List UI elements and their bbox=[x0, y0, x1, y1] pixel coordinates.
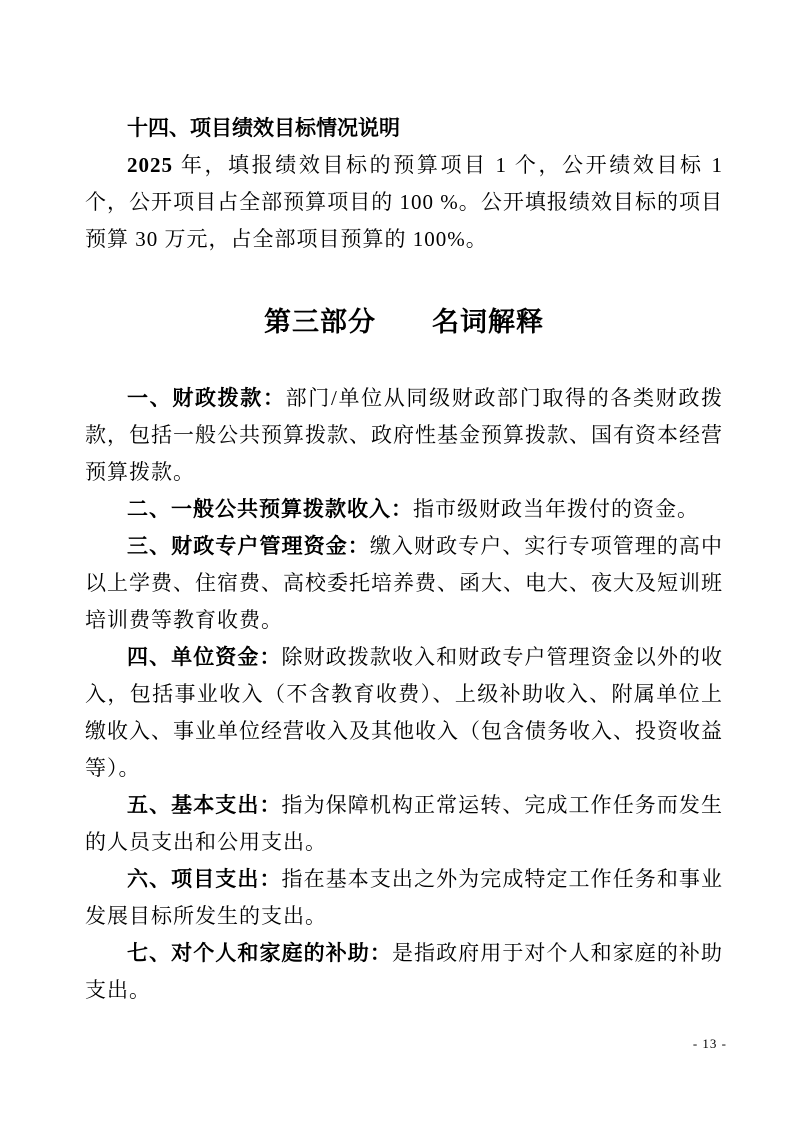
term-definition-6: 指在基本支出之外为完成特定工作任务和事业发展目标所发生的支出。 bbox=[85, 867, 724, 928]
part-3-heading: 第三部分 名词解释 bbox=[264, 307, 544, 338]
term-definition-3: 缴入财政专户、实行专项管理的高中以上学费、住宿费、高校委托培养费、函大、电大、夜大及短训班培训费等教育收费。 bbox=[85, 534, 724, 632]
term-paragraph-6 bbox=[85, 861, 723, 935]
term-paragraph-5 bbox=[85, 787, 723, 861]
term-definition-1: 部门/单位从同级财政部门取得的各类财政拨款，包括一般公共预算拨款、政府性基金预算拨款、国有资本经营预算拨款。 bbox=[85, 386, 723, 484]
term-label-2: 二、一般公共预算拨款收入： bbox=[127, 497, 413, 521]
term-paragraph-2 bbox=[85, 491, 723, 528]
section-14-paragraph bbox=[85, 147, 723, 258]
term-label-7: 七、对个人和家庭的补助： bbox=[127, 941, 392, 965]
term-paragraph-7 bbox=[85, 935, 723, 1009]
term-label-3: 三、财政专户管理资金： bbox=[127, 534, 370, 558]
section-14-paragraph-text: 年，填报绩效目标的预算项目 1 个，公开绩效目标 1 个，公开项目占全部预算项目的 100 %。公开填报绩效目标的项目预算 30 万元，占全部项目预算的 100%。 bbox=[85, 153, 723, 251]
term-paragraph-1 bbox=[85, 380, 723, 491]
term-paragraph-4 bbox=[85, 639, 723, 787]
term-label-4: 四、单位资金： bbox=[127, 645, 282, 669]
term-label-5: 五、基本支出： bbox=[127, 793, 282, 817]
term-label-6: 六、项目支出： bbox=[127, 867, 282, 891]
term-definition-5: 指为保障机构正常运转、完成工作任务而发生的人员支出和公用支出。 bbox=[85, 793, 724, 854]
section-14-heading: 十四、项目绩效目标情况说明 bbox=[127, 116, 400, 140]
year-value: 2025 bbox=[127, 153, 173, 177]
term-definition-7: 是指政府用于对个人和家庭的补助支出。 bbox=[85, 941, 724, 1002]
term-paragraph-3 bbox=[85, 528, 723, 639]
term-definition-2: 指市级财政当年拨付的资金。 bbox=[413, 497, 699, 521]
page-content bbox=[85, 110, 723, 1009]
term-label-1: 一、财政拨款： bbox=[127, 386, 286, 410]
page-number: - 13 - bbox=[692, 1036, 727, 1051]
term-definition-4: 除财政拨款收入和财政专户管理资金以外的收入，包括事业收入（不含教育收费）、上级补助收入、附属单位上缴收入、事业单位经营收入及其他收入（包含债务收入、投资收益等）。 bbox=[85, 645, 724, 780]
